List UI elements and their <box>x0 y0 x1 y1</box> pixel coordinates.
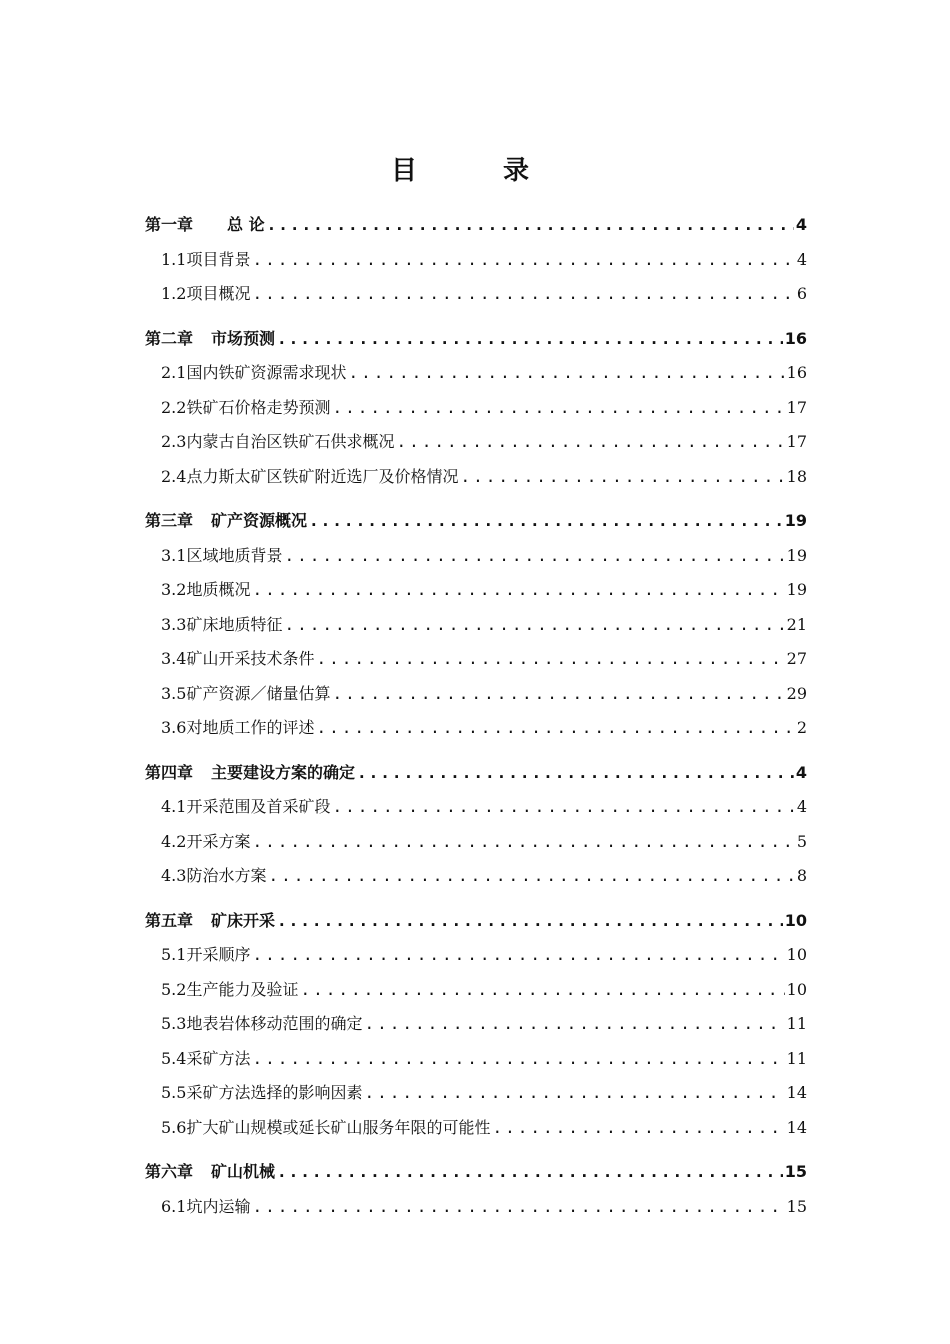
toc-entry-label <box>145 904 275 939</box>
toc-entry-label <box>161 711 314 746</box>
toc-entry-title: 扩大矿山规模或延长矿山服务年限的可能性 <box>186 1117 491 1137</box>
toc-entry-label <box>145 208 265 243</box>
toc-title: 目 录 <box>390 156 559 186</box>
toc-page-number: 15 <box>786 1196 807 1216</box>
toc-entry-number: 第五章 <box>145 910 194 930</box>
toc-page-number: 21 <box>786 614 807 634</box>
toc-entry-title: 矿山机械 <box>211 1162 276 1181</box>
toc-dot-leader <box>252 243 794 278</box>
toc-entry-label <box>161 460 458 495</box>
toc-entry-number: 5.6 <box>161 1117 187 1137</box>
toc-section-entry[interactable] <box>145 608 807 643</box>
toc-dot-leader <box>357 756 794 791</box>
toc-entry-label <box>161 277 250 312</box>
toc-entry-number: 3.5 <box>161 683 187 703</box>
toc-entry-number: 4.3 <box>161 866 187 885</box>
toc-entry-title: 项目概况 <box>186 284 251 303</box>
toc-dot-leader <box>460 460 784 495</box>
toc-entry-number: 1.2 <box>161 284 187 303</box>
toc-section-entry[interactable] <box>145 573 807 608</box>
toc-dot-leader <box>332 790 794 825</box>
toc-dot-leader <box>364 1076 784 1111</box>
toc-entry-title: 地质概况 <box>186 580 251 599</box>
toc-entry-title: 对地质工作的评述 <box>186 718 315 737</box>
toc-entry-label <box>161 573 250 608</box>
toc-entry-label <box>161 243 250 278</box>
toc-entry-label <box>161 642 314 677</box>
toc-section-entry[interactable] <box>145 425 807 460</box>
toc-section-entry[interactable] <box>145 243 807 278</box>
toc-section-entry[interactable] <box>145 825 807 860</box>
toc-page-number: 19 <box>786 580 807 599</box>
toc-entry-label <box>161 859 266 894</box>
toc-entry-number: 5.4 <box>161 1048 187 1068</box>
toc-page-number: 16 <box>784 328 807 348</box>
toc-entry-title: 矿床地质特征 <box>186 614 283 634</box>
toc-page-number: 17 <box>786 432 807 451</box>
toc-entry-label <box>145 322 275 357</box>
toc-page-number: 4 <box>795 215 807 234</box>
toc-entry-label <box>161 1007 362 1042</box>
toc-page-number: 29 <box>786 683 807 703</box>
toc-entry-number: 5.2 <box>161 979 187 999</box>
toc-entry-number: 3.2 <box>161 580 187 599</box>
toc-section-entry[interactable] <box>145 460 807 495</box>
toc-dot-leader <box>300 973 784 1008</box>
toc-entry-title: 地表岩体移动范围的确定 <box>186 1014 363 1033</box>
toc-entry-number: 6.1 <box>161 1196 187 1216</box>
toc-page-number: 6 <box>796 284 807 303</box>
toc-chapter-entry[interactable] <box>145 1155 807 1190</box>
toc-chapter-entry[interactable] <box>145 322 807 357</box>
toc-page-number: 4 <box>796 249 807 269</box>
toc-dot-leader <box>252 277 794 312</box>
toc-entry-title: 开采顺序 <box>186 945 251 964</box>
toc-page-number: 10 <box>784 910 807 930</box>
toc-entry-title: 内蒙古自治区铁矿石供求概况 <box>186 432 395 451</box>
toc-page-number: 18 <box>786 466 807 486</box>
toc-entry-title: 防治水方案 <box>186 866 267 885</box>
toc-dot-leader <box>332 391 784 426</box>
toc-entry-title: 点力斯太矿区铁矿附近选厂及价格情况 <box>186 466 459 486</box>
toc-entry-number: 4.1 <box>161 797 187 816</box>
toc-section-entry[interactable] <box>145 1111 807 1146</box>
toc-section-entry[interactable] <box>145 539 807 574</box>
toc-entry-title: 开采范围及首采矿段 <box>186 797 331 816</box>
toc-page-number: 19 <box>784 511 807 530</box>
toc-entry-title: 矿床开采 <box>211 910 276 930</box>
toc-page-number: 11 <box>786 1048 807 1068</box>
toc-section-entry[interactable] <box>145 1076 807 1111</box>
toc-entry-label <box>161 1190 250 1225</box>
toc-dot-leader <box>252 825 794 860</box>
toc-entry-title: 主要建设方案的确定 <box>211 762 356 782</box>
toc-entry-label <box>161 973 298 1008</box>
toc-entry-label <box>161 608 282 643</box>
toc-entry-number: 2.1 <box>161 363 187 382</box>
toc-dot-leader <box>284 539 784 574</box>
toc-section-entry[interactable] <box>145 859 807 894</box>
toc-entry-number: 2.4 <box>161 466 187 486</box>
toc-entry-label <box>161 356 346 391</box>
toc-chapter-entry[interactable] <box>145 504 807 539</box>
toc-dot-leader <box>316 642 784 677</box>
toc-entry-title: 矿产资源／储量估算 <box>186 683 331 703</box>
toc-section-entry[interactable] <box>145 973 807 1008</box>
toc-entry-number: 2.3 <box>161 432 187 451</box>
toc-dot-leader <box>277 322 783 357</box>
toc-dot-leader <box>252 938 784 973</box>
toc-entry-label <box>161 938 250 973</box>
toc-entry-number: 3.4 <box>161 649 187 668</box>
toc-entry-number: 4.2 <box>161 831 187 851</box>
toc-entry-number: 第四章 <box>145 762 194 782</box>
toc-entry-number: 5.3 <box>161 1014 187 1033</box>
toc-page-number: 11 <box>786 1014 807 1033</box>
toc-page-number: 10 <box>786 945 807 964</box>
toc-entry-label <box>161 1111 490 1146</box>
toc-entry-label <box>145 1155 275 1190</box>
toc-dot-leader <box>492 1111 784 1146</box>
toc-dot-leader <box>267 208 794 243</box>
toc-entry-title: 市场预测 <box>211 328 276 348</box>
toc-dot-leader <box>309 504 783 539</box>
toc-chapter-entry[interactable] <box>145 208 807 243</box>
toc-entry-title: 铁矿石价格走势预测 <box>186 397 331 417</box>
toc-dot-leader <box>364 1007 784 1042</box>
toc-entry-number: 第二章 <box>145 328 194 348</box>
toc-entry-title: 项目背景 <box>186 249 251 269</box>
toc-entry-title: 矿山开采技术条件 <box>186 649 315 668</box>
toc-entry-number: 第一章 <box>145 215 194 234</box>
toc-entry-number: 3.3 <box>161 614 187 634</box>
toc-entry-title: 采矿方法 <box>186 1048 251 1068</box>
toc-entry-label <box>161 391 330 426</box>
toc-page-number: 15 <box>784 1162 807 1181</box>
toc-entry-label <box>145 756 355 791</box>
toc-page-number: 8 <box>796 866 807 885</box>
toc-dot-leader <box>277 1155 783 1190</box>
toc-section-entry[interactable] <box>145 356 807 391</box>
toc-section-entry[interactable] <box>145 391 807 426</box>
toc-entry-label <box>161 1076 362 1111</box>
toc-dot-leader <box>252 573 784 608</box>
toc-dot-leader <box>252 1042 784 1077</box>
toc-entry-label <box>145 504 307 539</box>
toc-entry-number: 5.1 <box>161 945 187 964</box>
toc-dot-leader <box>348 356 784 391</box>
toc-entry-number: 5.5 <box>161 1083 187 1102</box>
toc-entry-title: 生产能力及验证 <box>186 979 299 999</box>
toc-page-number: 16 <box>786 363 807 382</box>
toc-entry-number: 1.1 <box>161 249 187 269</box>
toc-dot-leader <box>252 1190 784 1225</box>
toc-entry-title: 总 论 <box>211 215 265 234</box>
toc-entry-number: 2.2 <box>161 397 187 417</box>
toc-dot-leader <box>268 859 794 894</box>
toc-page-number: 19 <box>786 545 807 565</box>
toc-section-entry[interactable] <box>145 642 807 677</box>
toc-page-number: 4 <box>796 797 807 816</box>
toc-entry-title: 国内铁矿资源需求现状 <box>186 363 347 382</box>
toc-section-entry[interactable] <box>145 1042 807 1077</box>
toc-page-number: 5 <box>796 831 807 851</box>
toc-chapter-entry[interactable] <box>145 756 807 791</box>
toc-dot-leader <box>316 711 794 746</box>
toc-dot-leader <box>284 608 784 643</box>
toc-page-number: 14 <box>786 1117 807 1137</box>
toc-entry-title: 开采方案 <box>186 831 251 851</box>
toc-section-entry[interactable] <box>145 711 807 746</box>
toc-entry-number: 3.1 <box>161 545 187 565</box>
toc-section-entry[interactable] <box>145 938 807 973</box>
toc-page-number: 27 <box>786 649 807 668</box>
toc-section-entry[interactable] <box>145 1007 807 1042</box>
toc-entry-title: 坑内运输 <box>186 1196 251 1216</box>
toc-entry-title: 区域地质背景 <box>186 545 283 565</box>
toc-page-number: 17 <box>786 397 807 417</box>
toc-section-entry[interactable] <box>145 790 807 825</box>
toc-entry-number: 3.6 <box>161 718 187 737</box>
toc-entry-number: 第三章 <box>145 511 194 530</box>
toc-page-number: 4 <box>795 762 807 782</box>
toc-section-entry[interactable] <box>145 277 807 312</box>
toc-entry-number: 第六章 <box>145 1162 194 1181</box>
toc-entry-label <box>161 825 250 860</box>
toc-section-entry[interactable] <box>145 677 807 712</box>
toc-page-number: 2 <box>796 718 807 737</box>
toc-dot-leader <box>396 425 784 460</box>
toc-entry-label <box>161 425 394 460</box>
toc-page-number: 10 <box>786 979 807 999</box>
toc-dot-leader <box>277 904 783 939</box>
toc-entry-title: 矿产资源概况 <box>211 511 308 530</box>
table-of-contents <box>145 208 807 1224</box>
toc-entry-label <box>161 790 330 825</box>
toc-entry-label <box>161 677 330 712</box>
toc-dot-leader <box>332 677 784 712</box>
toc-chapter-entry[interactable] <box>145 904 807 939</box>
toc-entry-label <box>161 1042 250 1077</box>
toc-entry-label <box>161 539 282 574</box>
toc-section-entry[interactable] <box>145 1190 807 1225</box>
toc-entry-title: 采矿方法选择的影响因素 <box>186 1083 363 1102</box>
toc-page-number: 14 <box>786 1083 807 1102</box>
